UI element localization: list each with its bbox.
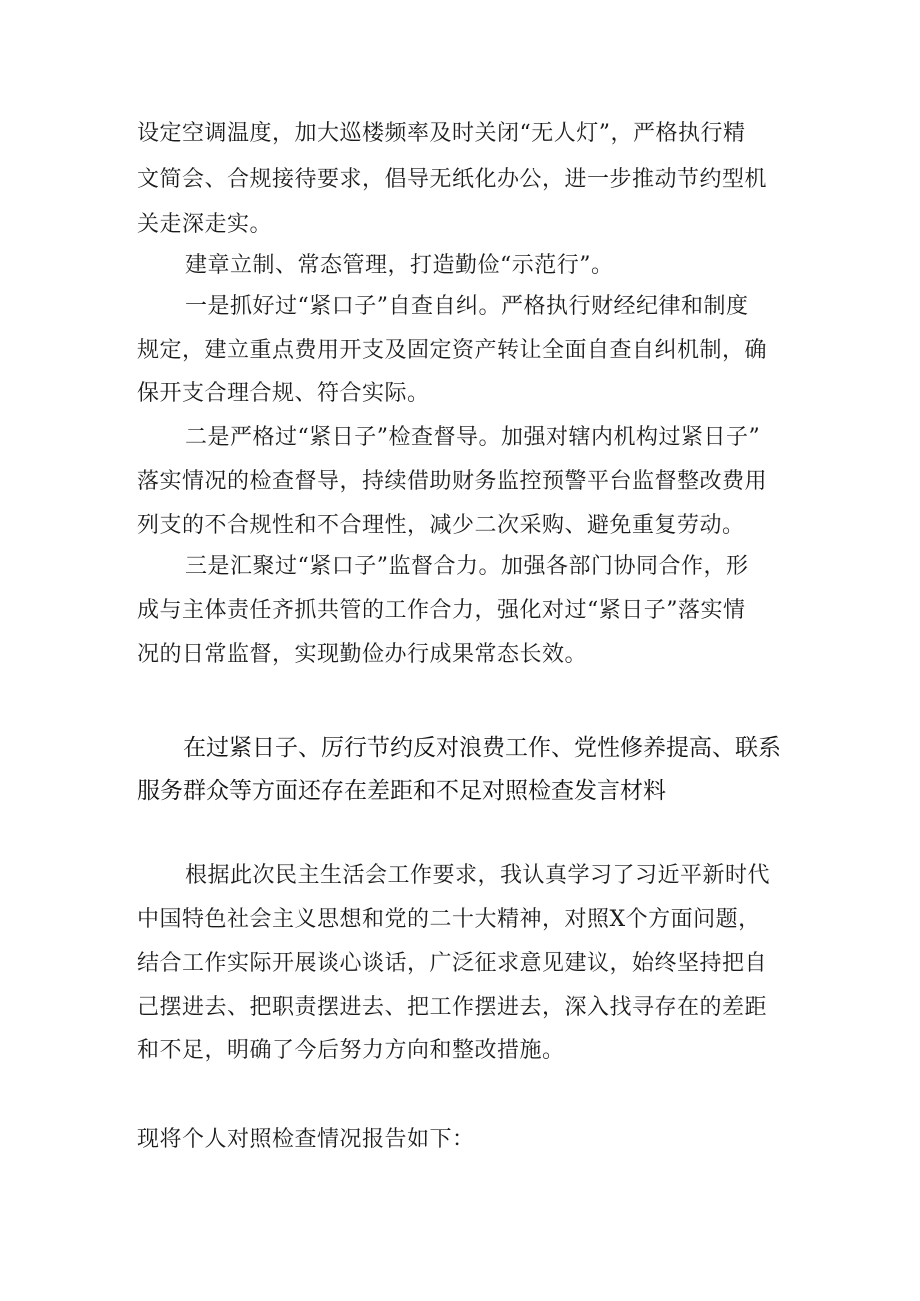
- body-text-line: 和不足，明确了今后努力方向和整改措施。: [137, 1038, 565, 1063]
- body-text-line: 况的日常监督，实现勤俭办行成果常态长效。: [137, 642, 588, 667]
- document-title-line: 服务群众等方面还存在差距和不足对照检查发言材料: [137, 778, 666, 804]
- body-text-line: 关走深走实。: [137, 212, 273, 237]
- body-text-line: 保开支合理合规、符合实际。: [137, 381, 430, 406]
- body-text-line: 列支的不合规性和不合理性，减少二次采购、避免重复劳动。: [137, 513, 745, 538]
- document-title-line: 在过紧日子、厉行节约反对浪费工作、党性修养提高、联系: [183, 735, 781, 761]
- body-text-line: 文简会、合规接待要求，倡导无纸化办公，进一步推动节约型机: [137, 167, 768, 192]
- body-text-line: 根据此次民主生活会工作要求，我认真学习了习近平新时代: [185, 863, 771, 888]
- body-text-line: 三是汇聚过“紧口子”监督合力。加强各部门协同合作，形: [185, 554, 749, 579]
- body-text-line: 二是严格过“紧日子”检查督导。加强对辖内机构过紧日子”: [185, 425, 761, 450]
- section-subheading: 建章立制、常态管理，打造勤俭“示范行”。: [185, 253, 614, 278]
- body-text-line: 落实情况的检查督导，持续借助财务监控预警平台监督整改费用: [137, 469, 768, 494]
- body-text-line: 规定，建立重点费用开支及固定资产转让全面自查自纠机制，确: [137, 338, 768, 363]
- body-text-line: 一是抓好过“紧口子”自查自纠。严格执行财经纪律和制度: [185, 294, 749, 319]
- body-text-line: 成与主体责任齐抓共管的工作合力，强化对过“紧日子”落实情: [137, 598, 746, 623]
- body-text-line: 结合工作实际开展谈心谈话，广泛征求意见建议，始终坚持把自: [137, 951, 768, 976]
- body-text-line: 己摆进去、把职责摆进去、把工作摆进去，深入找寻存在的差距: [137, 995, 768, 1020]
- body-text-line: 中国特色社会主义思想和党的二十大精神，对照X个方面问题，: [137, 907, 761, 932]
- body-text-line: 设定空调温度，加大巡楼频率及时关闭“无人灯”，严格执行精: [137, 121, 746, 146]
- body-text-line: 现将个人对照检查情况报告如下：: [137, 1127, 475, 1152]
